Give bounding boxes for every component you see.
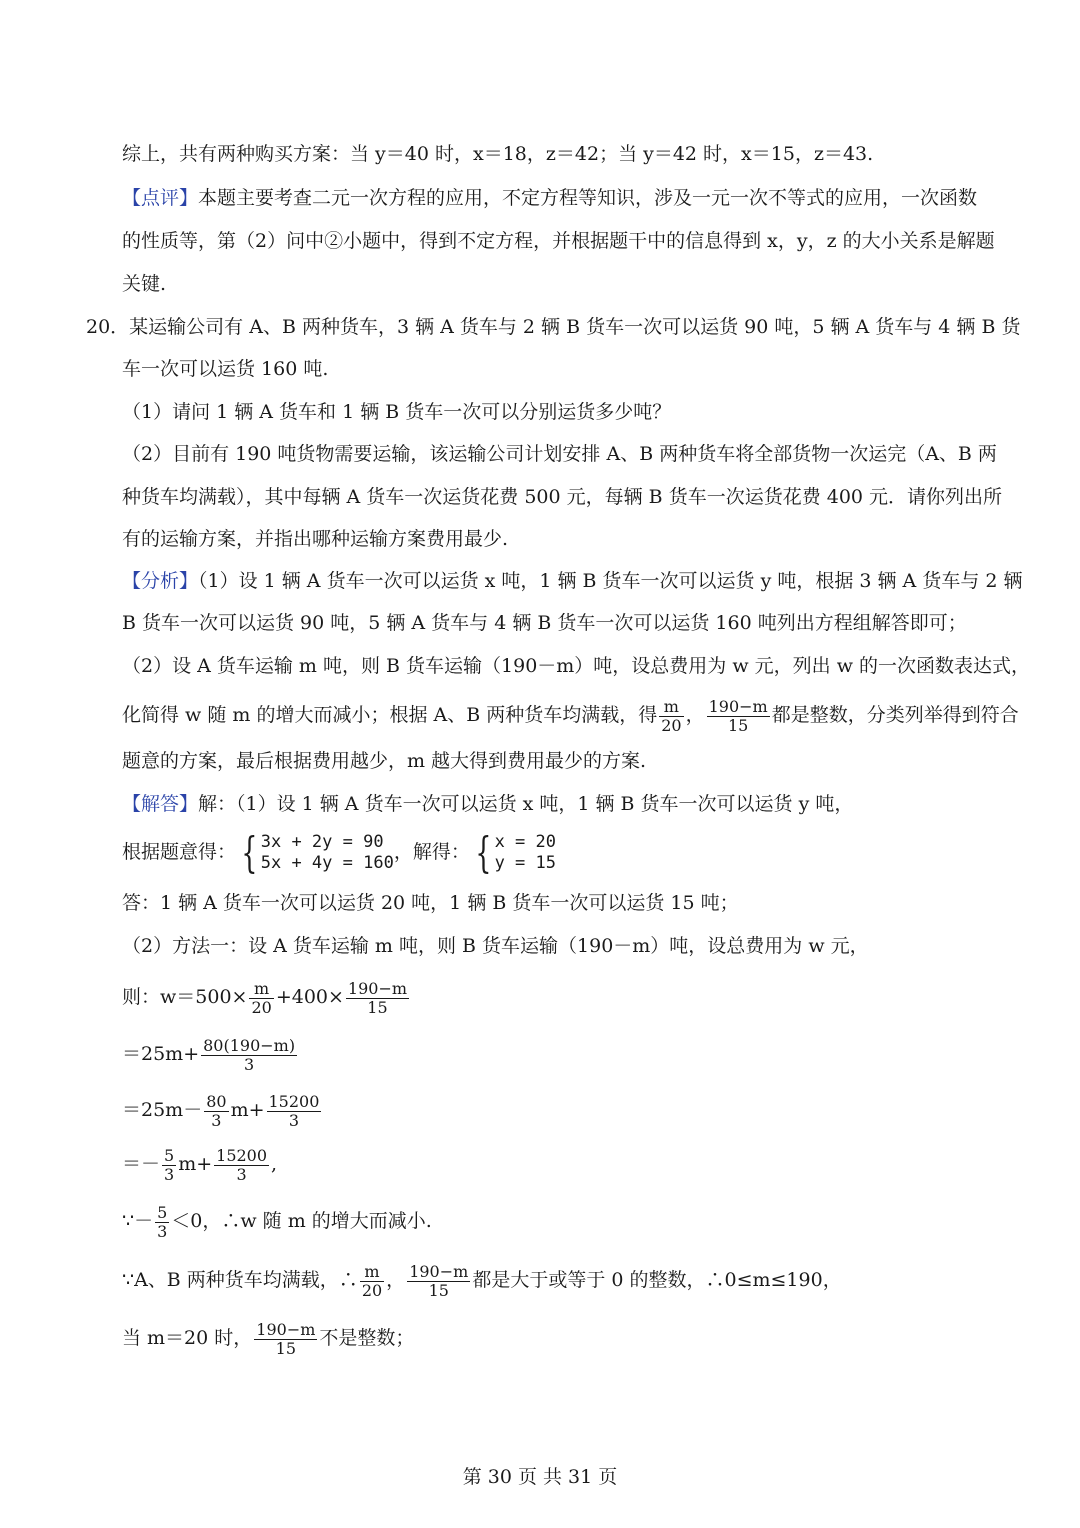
review-tag: 【点评】 <box>122 187 199 209</box>
analysis-tag: 【分析】 <box>122 570 199 592</box>
review-line-1 <box>122 185 977 211</box>
analysis-text-4a: 化简得 w 随 m 的增大而减小；根据 A、B 两种货车均满载，得 <box>122 704 658 726</box>
equation-system-2: x = 20 y = 15 <box>494 832 556 873</box>
review-line-3: 关键. <box>122 273 167 295</box>
answer-line-3: 答：1 辆 A 货车一次可以运货 20 吨，1 辆 B 货车一次可以运货 15 吨； <box>122 892 739 914</box>
answer-tag: 【解答】 <box>122 793 199 815</box>
summary-line: 综上，共有两种购买方案：当 y＝40 时，x＝18，z＝42；当 y＝42 时，x＝15，z＝43. <box>122 143 874 165</box>
fraction-190-m-over-15: $\frac{190-m}{15}$ <box>708 696 768 735</box>
fraction-5-over-3: $\frac{5}{3}$ <box>164 1145 175 1184</box>
inequality-line: ∵－ $\frac{5}{3}$ ＜0，∴w 随 m 的增大而减小. <box>122 1202 432 1241</box>
full-load-line: ∵A、B 两种货车均满载，∴ $\frac{m}{20}$ ， $\frac{190-m}{15}$ 都是大于或等于 0 的整数，∴0≤m≤190， <box>122 1261 842 1300</box>
fraction-15200-over-3: $\frac{15200}{3}$ <box>216 1145 268 1184</box>
fraction-m-over-20: $\frac{m}{20}$ <box>251 978 272 1017</box>
equation-line-1: 则：w＝500× $\frac{m}{20}$ +400× $\frac{190-m}{15}$ <box>122 978 408 1017</box>
analysis-line-2: B 货车一次可以运货 90 吨，5 辆 A 货车与 4 辆 B 货车一次可以运货 160 吨列出方程组解答即可； <box>122 612 967 634</box>
fraction-190-m-over-15: $\frac{190-m}{15}$ <box>347 978 408 1017</box>
answer-text-2b: ，解得： <box>393 841 470 863</box>
page-footer: 第 30 页 共 31 页 <box>462 1466 618 1488</box>
answer-line-2 <box>122 828 556 876</box>
analysis-line-3: （2）设 A 货车运输 m 吨，则 B 货车运输（190－m）吨，设总费用为 w 元，列出 w 的一次函数表达式， <box>122 655 1030 677</box>
question-20-line-1: 20．某运输公司有 A、B 两种货车，3 辆 A 货车与 2 辆 B 货车一次可以运货 90 吨，5 辆 A 货车与 4 辆 B 货 <box>86 316 1021 338</box>
question-20-part-1: （1）请问 1 辆 A 货车和 1 辆 B 货车一次可以分别运货多少吨？ <box>122 401 672 423</box>
review-text-1: 本题主要考查二元一次方程的应用，不定方程等知识，涉及一元一次不等式的应用，一次函数 <box>198 187 978 209</box>
fraction-5-over-3: $\frac{5}{3}$ <box>157 1202 168 1241</box>
review-line-2: 的性质等，第（2）问中②小题中，得到不定方程，并根据题干中的信息得到 x，y，z 的大小关系是解题 <box>122 230 995 252</box>
answer-line-1 <box>122 791 853 817</box>
fraction-80-190-m-over-3: $\frac{80(190-m)}{3}$ <box>203 1035 296 1074</box>
question-20-part-2-line-3: 有的运输方案，并指出哪种运输方案费用最少. <box>122 528 509 550</box>
equation-line-3: ＝25m－ $\frac{80}{3}$ m+ $\frac{15200}{3}$ <box>122 1091 320 1130</box>
question-20-part-2-line-2: 种货车均满载），其中每辆 A 货车一次运货花费 500 元，每辆 B 货车一次运货花费 400 元．请你列出所 <box>122 486 1003 508</box>
fraction-190-m-over-15: $\frac{190-m}{15}$ <box>409 1261 469 1300</box>
answer-text-1: 解：（1）设 1 辆 A 货车一次可以运货 x 吨，1 辆 B 货车一次可以运货 y 吨， <box>198 793 854 815</box>
fraction-190-m-over-15: $\frac{190-m}{15}$ <box>256 1319 316 1358</box>
left-brace-icon: { <box>241 828 258 877</box>
fraction-15200-over-3: $\frac{15200}{3}$ <box>268 1091 320 1130</box>
left-brace-icon: { <box>475 828 492 877</box>
case-line: 当 m＝20 时， $\frac{190-m}{15}$ 不是整数； <box>122 1319 415 1358</box>
fraction-m-over-20: $\frac{m}{20}$ <box>361 1261 383 1300</box>
question-20-line-2: 车一次可以运货 160 吨. <box>122 358 329 380</box>
analysis-line-5: 题意的方案，最后根据费用越少，m 越大得到费用最少的方案. <box>122 750 647 772</box>
analysis-text-4b: 都是整数，分类列举得到符合 <box>771 704 1019 726</box>
equation-system-1: 3x + 2y = 90 5x + 4y = 160 <box>260 832 394 873</box>
equation-line-4: ＝－ $\frac{5}{3}$ m+ $\frac{15200}{3}$ , <box>122 1145 278 1184</box>
analysis-line-1 <box>122 568 1023 594</box>
fraction-m-over-20: $\frac{m}{20}$ <box>661 696 682 735</box>
fraction-80-over-3: $\frac{80}{3}$ <box>206 1091 227 1130</box>
equation-line-2: ＝25m+ $\frac{80(190-m)}{3}$ <box>122 1035 296 1074</box>
analysis-text-1: （1）设 1 辆 A 货车一次可以运货 x 吨，1 辆 B 货车一次可以运货 y 吨，根据 3 辆 A 货车与 2 辆 <box>198 570 1023 592</box>
answer-line-4: （2）方法一：设 A 货车运输 m 吨，则 B 货车运输（190－m）吨，设总费用为 w 元， <box>122 935 869 957</box>
analysis-line-4: 化简得 w 随 m 的增大而减小；根据 A、B 两种货车均满载，得 $\frac{m}{20}$ ， $\frac{190-m}{15}$ 都是整数，分类列举得到符合 <box>122 696 1019 735</box>
answer-text-2a: 根据题意得： <box>122 841 237 863</box>
question-20-part-2-line-1: （2）目前有 190 吨货物需要运输，该运输公司计划安排 A、B 两种货车将全部货物一次运完（A、B 两 <box>122 443 997 465</box>
